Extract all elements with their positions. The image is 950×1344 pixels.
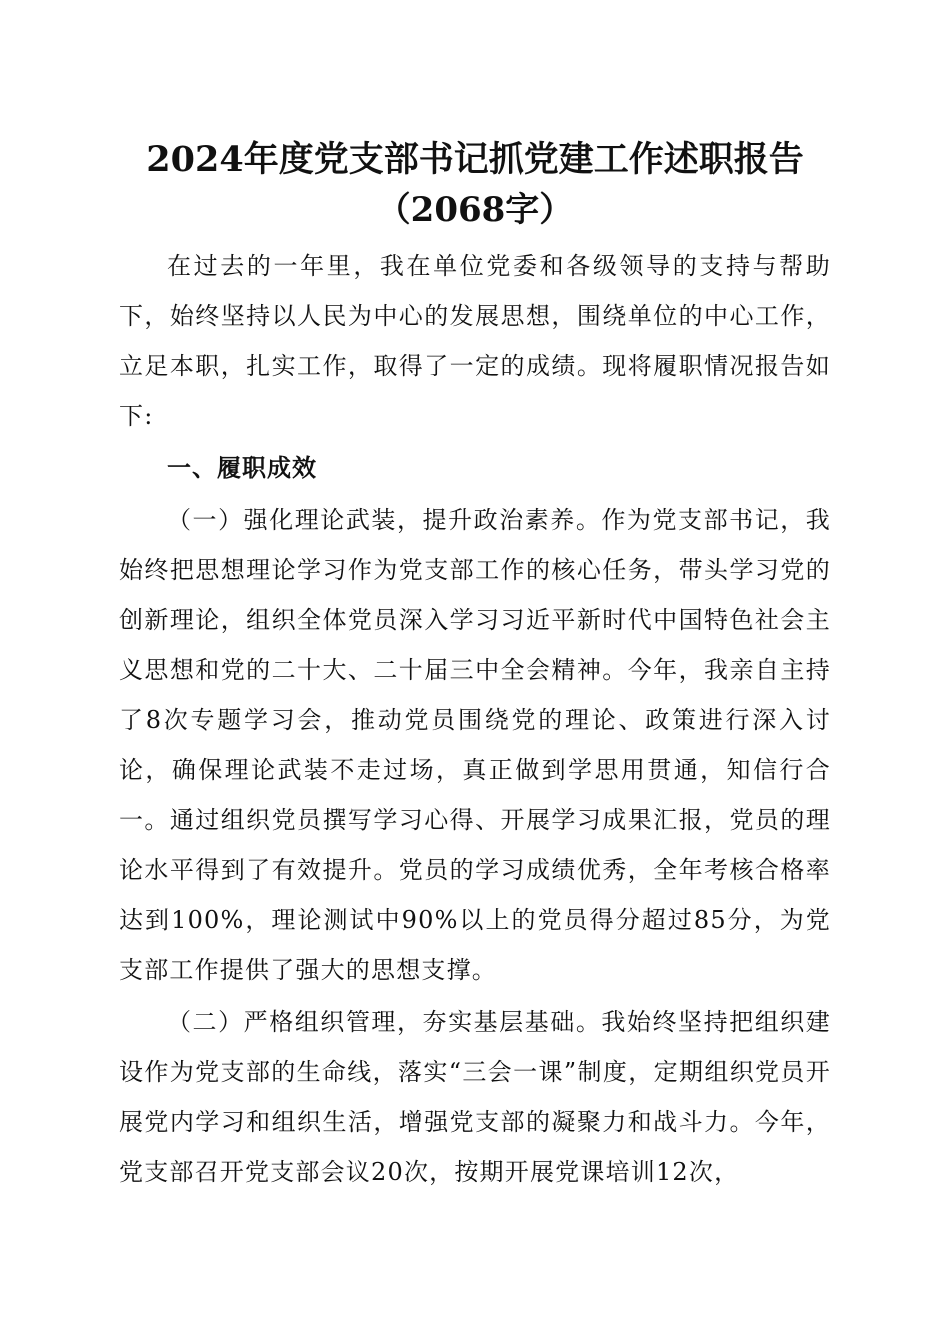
section-heading-1: 一、履职成效 bbox=[167, 454, 317, 482]
document-title: 2024年度党支部书记抓党建工作述职报告 bbox=[146, 139, 804, 180]
document-body bbox=[119, 241, 831, 1197]
intro-paragraph: 在过去的一年里，我在单位党委和各级领导的支持与帮助下，始终坚持以人民为中心的发展思想，围绕单位的中心工作，立足本职，扎实工作，取得了一定的成绩。现将履职情况报告如下: bbox=[119, 252, 831, 430]
paragraph-1: （一）强化理论武装，提升政治素养。作为党支部书记，我始终把思想理论学习作为党支部工作的核心任务，带头学习党的创新理论，组织全体党员深入学习习近平新时代中国特色社会主义思想和党的二十大、二十届三中全会精神。今年，我亲自主持了8次专题学习会，推动党员围绕党的理论、政策进行深入讨论，确保理论武装不走过场，真正做到学思用贯通，知信行合一。通过组织党员撰写学习心得、开展学习成果汇报，党员的理论水平得到了有效提升。党员的学习成绩优秀，全年考核合格率达到100%，理论测试中90%以上的党员得分超过85分，为党支部工作提供了强大的思想支撑。 bbox=[119, 506, 831, 984]
document-word-count: （2068字） bbox=[376, 190, 574, 230]
paragraph-2: （二）严格组织管理，夯实基层基础。我始终坚持把组织建设作为党支部的生命线，落实“三会一课”制度，定期组织党员开展党内学习和组织生活，增强党支部的凝聚力和战斗力。今年，党支部召开党支部会议20次，按期开展党课培训12次， bbox=[119, 1008, 831, 1186]
